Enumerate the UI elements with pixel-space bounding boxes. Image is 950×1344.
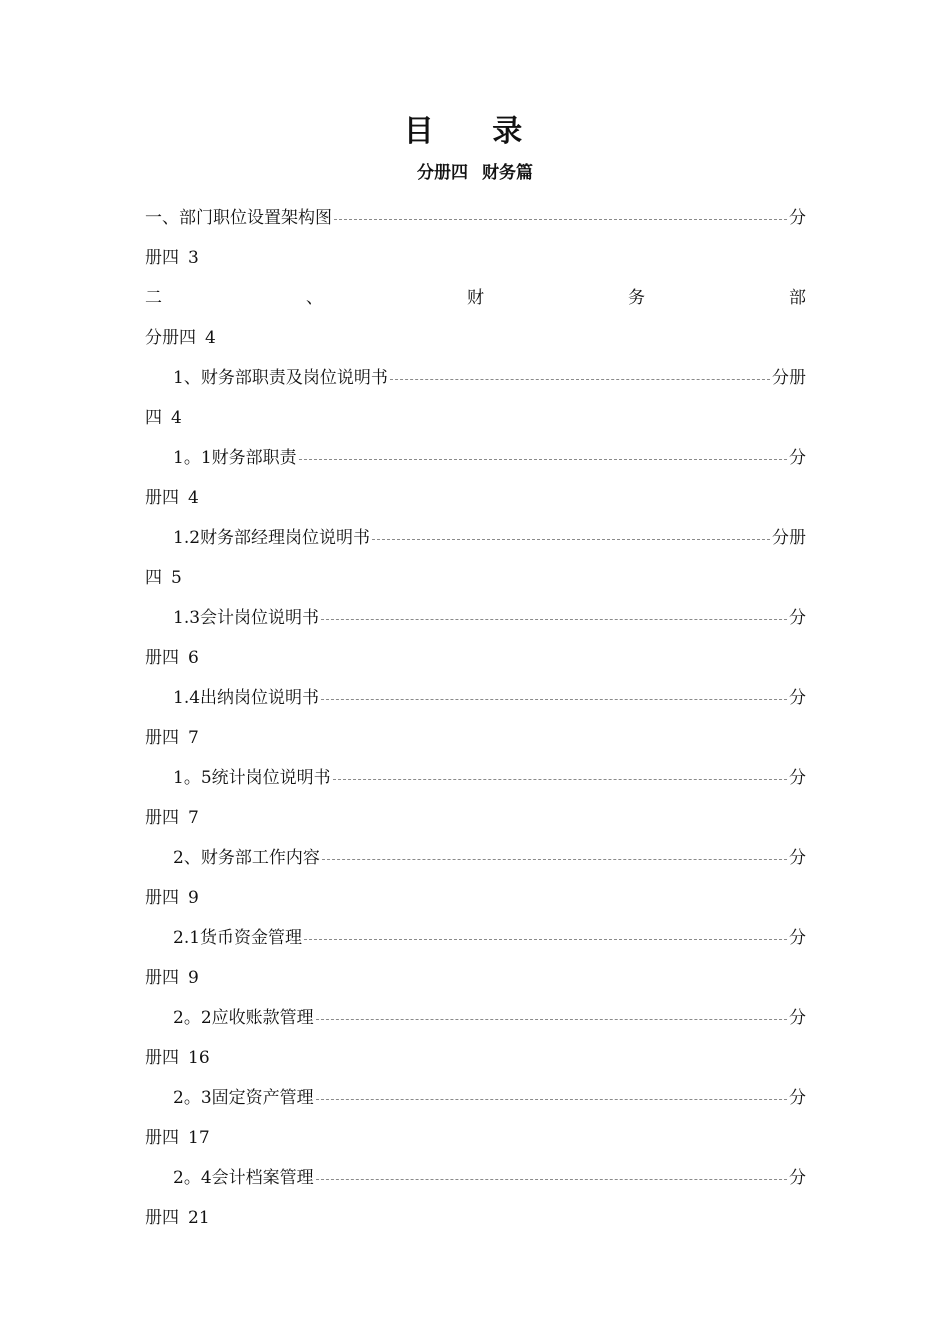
toc-entry-page: 7 <box>188 808 199 828</box>
toc-entry-volume: 分册四 <box>145 328 196 348</box>
dotted-leader <box>390 379 770 380</box>
toc-entry-page: 21 <box>188 1208 210 1228</box>
toc-entry-continuation <box>145 638 806 678</box>
toc-entry-tail: 分 <box>789 1168 806 1188</box>
toc-entry-text: 2.1货币资金管理 <box>173 928 303 948</box>
toc-entry-volume: 册四 <box>145 728 179 748</box>
toc-entry-text: 2。4会计档案管理 <box>173 1168 314 1188</box>
toc-entry-continuation <box>145 318 806 358</box>
toc-entry-continuation <box>145 958 806 998</box>
toc-entry[interactable] <box>145 1158 806 1198</box>
toc-entry-text: 2。3固定资产管理 <box>173 1088 314 1108</box>
toc-entry-continuation <box>145 798 806 838</box>
toc-entry-volume: 册四 <box>145 808 179 828</box>
toc-entry-continuation <box>145 878 806 918</box>
toc-entry[interactable] <box>145 438 806 478</box>
toc-entry-continuation <box>145 1038 806 1078</box>
toc-entry[interactable] <box>145 678 806 718</box>
dotted-leader <box>372 539 770 540</box>
spread-char: 部 <box>789 288 806 308</box>
toc-entry-text: 1、财务部职责及岗位说明书 <box>173 368 388 388</box>
toc-entry-volume: 册四 <box>145 248 179 268</box>
dotted-leader <box>299 459 787 460</box>
toc-entry[interactable] <box>145 358 806 398</box>
toc-entry-tail: 分 <box>789 848 806 868</box>
toc-entry-volume: 册四 <box>145 488 179 508</box>
toc-entry-continuation <box>145 398 806 438</box>
toc-entry-volume: 册四 <box>145 1208 179 1228</box>
toc-entry[interactable] <box>145 518 806 558</box>
toc-entry-volume: 册四 <box>145 1048 179 1068</box>
toc-entry-continuation <box>145 238 806 278</box>
toc-entry[interactable] <box>145 758 806 798</box>
toc-entry-page: 6 <box>188 648 199 668</box>
dotted-leader <box>333 779 787 780</box>
toc-entry-page: 9 <box>188 968 199 988</box>
toc-entry-page: 4 <box>188 488 199 508</box>
toc-entry-text: 2。2应收账款管理 <box>173 1008 314 1028</box>
toc-entry[interactable] <box>145 198 806 238</box>
toc-entry-volume: 四 <box>145 408 162 428</box>
toc-entry-tail: 分 <box>789 928 806 948</box>
toc-entry-tail: 分册 <box>772 528 806 548</box>
toc-entry-tail: 分 <box>789 688 806 708</box>
toc-entry-tail: 分 <box>789 1008 806 1028</box>
page-title: 目 录 <box>403 114 547 149</box>
dotted-leader <box>322 859 787 860</box>
toc-entry-text: 1.2财务部经理岗位说明书 <box>173 528 371 548</box>
spread-char: 、 <box>306 288 323 308</box>
page-subtitle: 分册四 财务篇 <box>417 163 533 183</box>
spread-char: 务 <box>628 288 645 308</box>
dotted-leader <box>321 699 787 700</box>
dotted-leader <box>316 1179 787 1180</box>
dotted-leader <box>334 219 787 220</box>
table-of-contents <box>145 198 806 1238</box>
toc-entry-tail: 分 <box>789 208 806 228</box>
toc-entry-text: 一、部门职位设置架构图 <box>145 208 332 228</box>
toc-entry[interactable] <box>145 598 806 638</box>
dotted-leader <box>316 1019 787 1020</box>
toc-entry[interactable] <box>145 998 806 1038</box>
toc-entry-continuation <box>145 1198 806 1238</box>
toc-entry-continuation <box>145 718 806 758</box>
toc-entry-page: 5 <box>171 568 182 588</box>
dotted-leader <box>304 939 787 940</box>
toc-entry-page: 7 <box>188 728 199 748</box>
toc-entry-tail: 分 <box>789 608 806 628</box>
toc-entry-text: 1。1财务部职责 <box>173 448 297 468</box>
toc-entry-page: 16 <box>188 1048 210 1068</box>
toc-entry-page: 17 <box>188 1128 210 1148</box>
toc-entry[interactable] <box>145 1078 806 1118</box>
toc-entry-page: 9 <box>188 888 199 908</box>
toc-entry-page: 3 <box>188 248 199 268</box>
toc-entry-text: 1.3会计岗位说明书 <box>173 608 320 628</box>
toc-entry-volume: 四 <box>145 568 162 588</box>
toc-entry-continuation <box>145 558 806 598</box>
toc-entry-tail: 分册 <box>772 368 806 388</box>
toc-entry-text: 2、财务部工作内容 <box>173 848 320 868</box>
toc-entry-page: 4 <box>205 328 216 348</box>
spread-char: 财 <box>467 288 484 308</box>
spread-char: 二 <box>145 288 162 308</box>
toc-entry-volume: 册四 <box>145 888 179 908</box>
toc-entry-continuation <box>145 478 806 518</box>
toc-entry-volume: 册四 <box>145 968 179 988</box>
toc-entry-tail: 分 <box>789 1088 806 1108</box>
toc-entry[interactable] <box>145 838 806 878</box>
dotted-leader <box>321 619 787 620</box>
toc-entry-continuation <box>145 1118 806 1158</box>
toc-entry-tail: 分 <box>789 768 806 788</box>
toc-entry[interactable] <box>145 278 806 318</box>
toc-entry[interactable] <box>145 918 806 958</box>
toc-entry-text: 1。5统计岗位说明书 <box>173 768 331 788</box>
dotted-leader <box>316 1099 787 1100</box>
toc-entry-spread-text <box>145 283 806 313</box>
toc-entry-tail: 分 <box>789 448 806 468</box>
toc-entry-volume: 册四 <box>145 648 179 668</box>
toc-entry-volume: 册四 <box>145 1128 179 1148</box>
toc-entry-text: 1.4出纳岗位说明书 <box>173 688 320 708</box>
toc-entry-page: 4 <box>171 408 182 428</box>
